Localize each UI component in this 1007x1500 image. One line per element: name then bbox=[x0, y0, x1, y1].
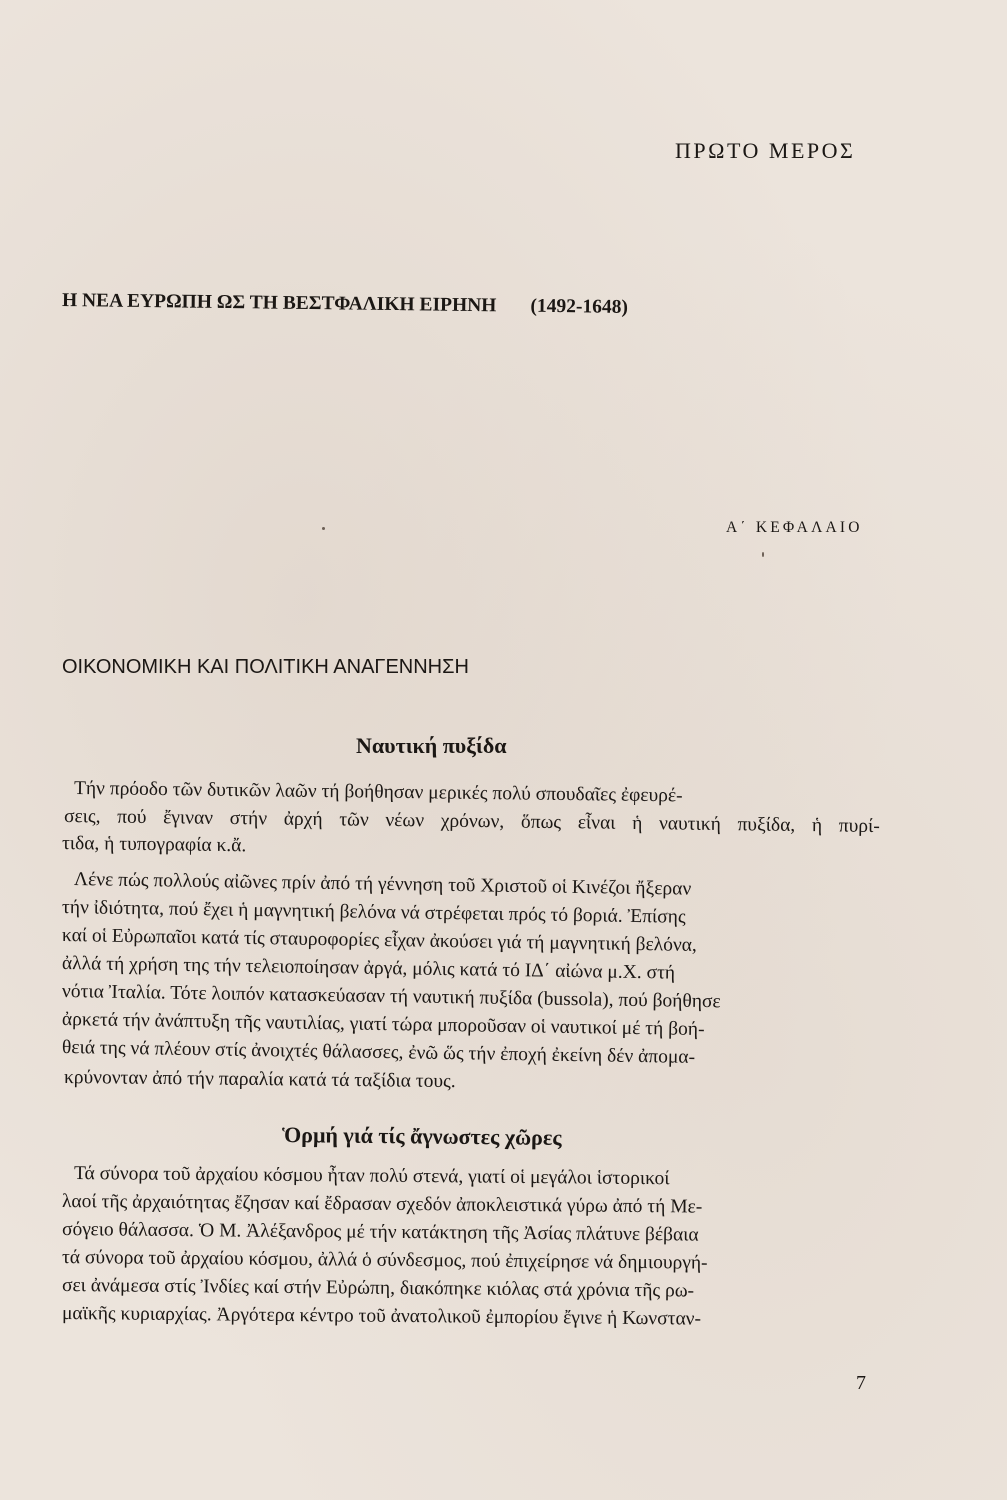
para3-line: μαϊκῆς κυριαρχίας. Ἀργότερα κέντρο τοῦ ἀνατολικοῦ ἐμπορίου ἔγινε ἡ Κωνσταν- bbox=[61, 1303, 702, 1330]
para3-line: Τά σύνορα τοῦ ἀρχαίου κόσμου ἦταν πολύ στενά, γιατί οἱ μεγάλοι ἱστορικοί bbox=[73, 1163, 670, 1190]
para2-line: καί οἱ Εὐρωπαῖοι κατά τίς σταυροφορίες εἶχαν ἀκούσει γιά τή μαγνητική βελόνα, bbox=[61, 925, 698, 956]
para2-line: ἀλλά τή χρήση της τήν τελειοποίησαν ἀργά, μόλις κατά τό ΙΔ΄ αἰώνα μ.Χ. στή bbox=[61, 953, 676, 984]
page-number: 7 bbox=[856, 1372, 866, 1394]
para2-line: κρύνονταν ἀπό τήν παραλία κατά τά ταξίδια τους. bbox=[63, 1067, 456, 1093]
para1-line: Τήν πρόοδο τῶν δυτικῶν λαῶν τή βοήθησαν μερικές πολύ σπουδαῖες ἐφευρέ- bbox=[73, 778, 683, 807]
para3-line: σόγειο θάλασσα. Ὁ Μ. Ἀλέξανδρος μέ τήν κατάκτηση τῆς Ἀσίας πλάτυνε βέβαια bbox=[61, 1219, 699, 1246]
para1-line: τιδα, ἡ τυπογραφία κ.ἄ. bbox=[61, 833, 247, 857]
section-title: ΟΙΚΟΝΟΜΙΚΗ ΚΑΙ ΠΟΛΙΤΙΚΗ ΑΝΑΓΕΝΝΗΣΗ bbox=[62, 656, 469, 678]
main-title-text: Η ΝΕΑ ΕΥΡΩΠΗ ΩΣ ΤΗ ΒΕΣΤΦΑΛΙΚΗ ΕΙΡΗΝΗ bbox=[61, 290, 497, 317]
para2-line: νότια Ἰταλία. Τότε λοιπόν κατασκεύασαν τή ναυτική πυξίδα (bussola), πού βοήθησε bbox=[61, 981, 721, 1013]
main-title bbox=[62, 290, 628, 319]
para2-line: θειά της νά πλέουν στίς ἀνοιχτές θάλασσες, ἐνῶ ὥς τήν ἐποχή ἐκείνη δέν ἀπομα- bbox=[61, 1037, 696, 1068]
para2-line: τήν ἰδιότητα, πού ἔχει ἡ μαγνητική βελόνα νά στρέφεται πρός τό βοριά. Ἐπίσης bbox=[61, 897, 686, 928]
para3-line: λαοί τῆς ἀρχαιότητας ἔζησαν καί ἔδρασαν σχεδόν ἀποκλειστικά γύρω ἀπό τή Με- bbox=[61, 1191, 703, 1218]
para3-line: σει ἀνάμεσα στίς Ἰνδίες καί στήν Εὐρώπη, διακόπηκε κιόλας στά χρόνια τῆς ρω- bbox=[61, 1275, 695, 1302]
para2-line: Λένε πώς πολλούς αἰῶνες πρίν ἀπό τή γέννηση τοῦ Χριστοῦ οἱ Κινέζοι ἤξεραν bbox=[73, 869, 692, 900]
para2-line: ἀρκετά τήν ἀνάπτυξη τῆς ναυτιλίας, γιατί τώρα μποροῦσαν οἱ ναυτικοί μέ τή βοή- bbox=[61, 1009, 705, 1041]
para1-line: σεις, πού ἔγιναν στήν ἀρχή τῶν νέων χρόνων, ὅπως εἶναι ἡ ναυτική πυξίδα, ἡ πυρί- bbox=[63, 806, 880, 837]
ink-speck bbox=[762, 552, 764, 557]
main-title-years: (1492-1648) bbox=[530, 295, 629, 318]
para3-line: τά σύνορα τοῦ ἀρχαίου κόσμου, ἀλλά ὁ σύνδεσμος, πού ἐπιχείρησε νά δημιουργή- bbox=[61, 1247, 708, 1274]
ink-speck bbox=[322, 527, 325, 530]
part-title: ΠΡΩΤΟ ΜΕΡΟΣ bbox=[675, 138, 856, 163]
chapter-label: Α΄ ΚΕΦΑΛΑΙΟ bbox=[726, 519, 863, 536]
heading-unknown-lands: Ὁρμή γιά τίς ἄγνωστες χῶρες bbox=[281, 1122, 562, 1150]
heading-nautical-compass: Ναυτική πυξίδα bbox=[356, 733, 507, 758]
